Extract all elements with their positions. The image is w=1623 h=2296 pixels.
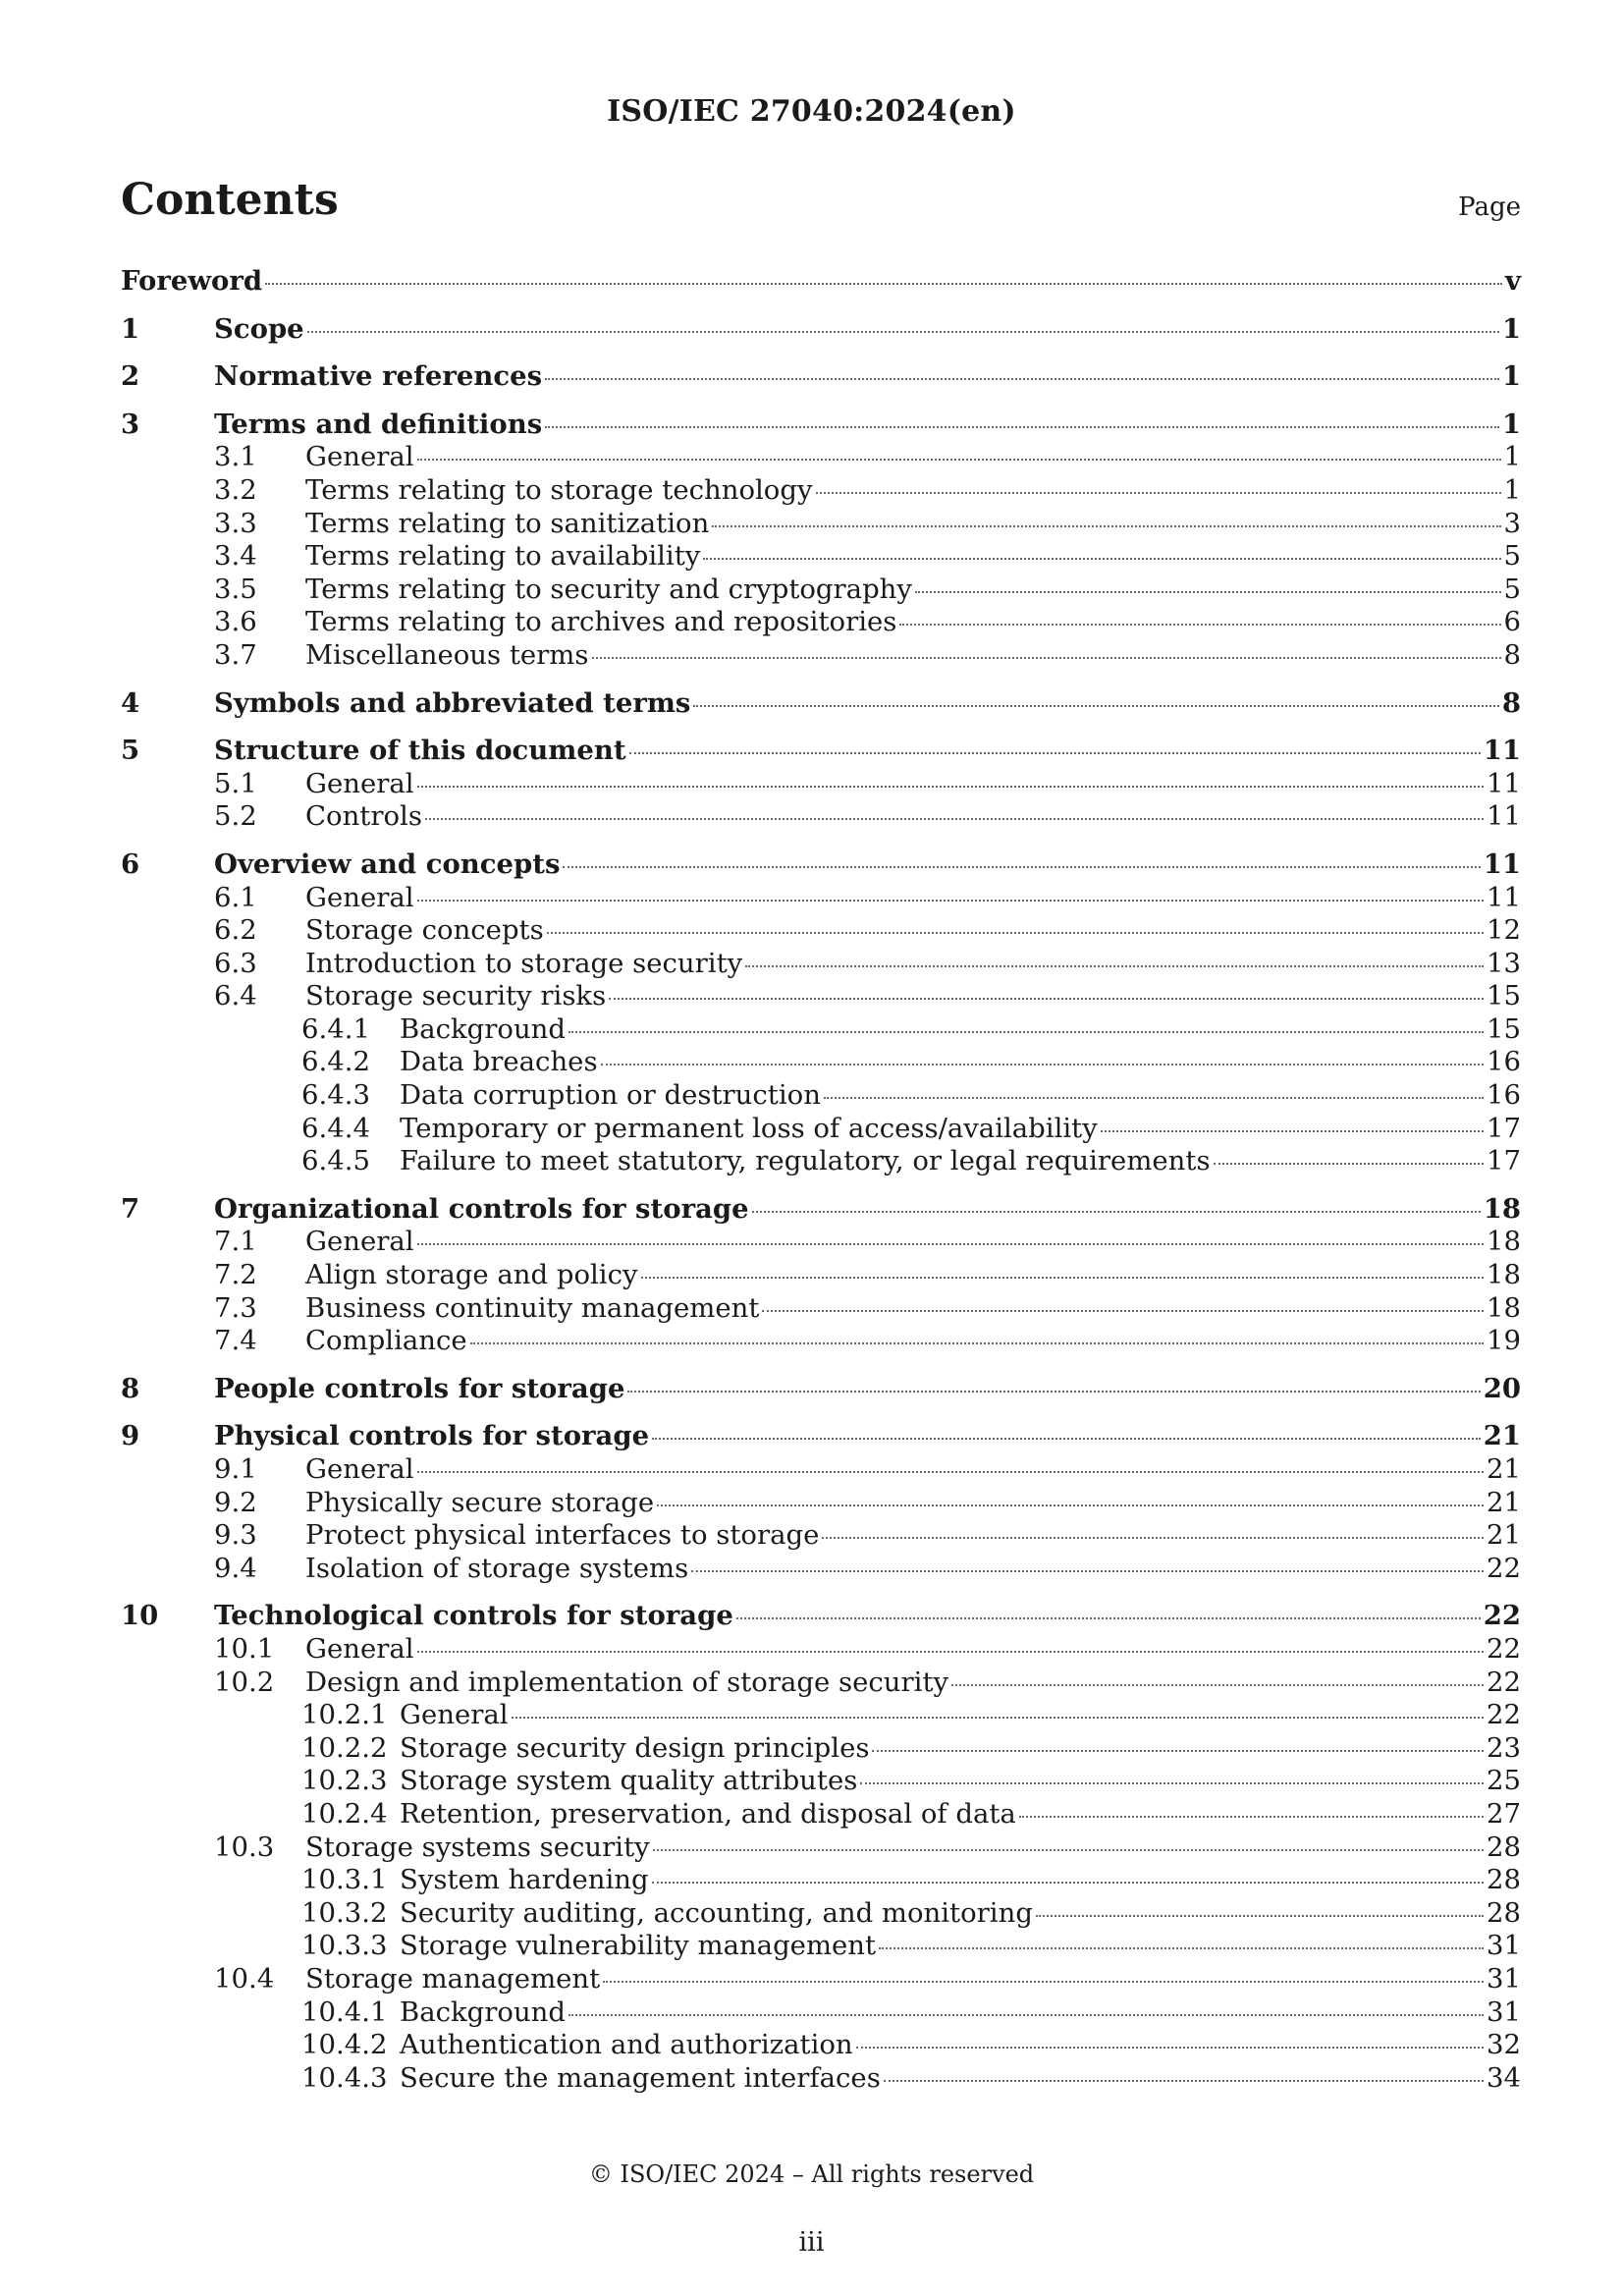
dot-leader xyxy=(712,525,1500,527)
dot-leader xyxy=(879,1947,1484,1949)
dot-leader xyxy=(470,1342,1484,1344)
toc-entry-number: 1 xyxy=(121,312,140,345)
toc-entry-number: 6.4.1 xyxy=(301,1012,370,1045)
toc-entry[interactable] xyxy=(121,1487,1521,1520)
toc-entry-number: 9 xyxy=(121,1420,140,1452)
dot-leader xyxy=(568,2014,1484,2016)
toc-entry[interactable] xyxy=(121,980,1521,1013)
toc-entry-page: 18 xyxy=(1487,1226,1521,1258)
toc-entry-page: 21 xyxy=(1487,1453,1521,1485)
toc-entry-title[interactable]: Data corruption or destruction xyxy=(400,1079,821,1112)
toc-entry-title[interactable]: General xyxy=(305,1453,414,1485)
dot-leader xyxy=(1214,1163,1484,1165)
toc-entry-title[interactable]: People controls for storage xyxy=(214,1372,625,1404)
toc-entry-number: 3.4 xyxy=(214,540,257,573)
toc-entry-page: 18 xyxy=(1487,1291,1521,1324)
copyright-notice: © ISO/IEC 2024 – All rights reserved xyxy=(588,2160,1035,2188)
dot-leader xyxy=(545,378,1499,380)
toc-entry[interactable] xyxy=(121,1864,1521,1897)
dot-leader xyxy=(417,1471,1484,1473)
toc-entry-title[interactable]: Terms relating to storage technology xyxy=(305,473,813,506)
toc-entry-title[interactable]: Design and implementation of storage security xyxy=(305,1666,949,1698)
toc-entry[interactable] xyxy=(121,1831,1521,1865)
toc-entry[interactable] xyxy=(121,474,1521,508)
toc-entry[interactable] xyxy=(121,800,1521,834)
dot-leader xyxy=(568,1031,1484,1033)
toc-entry-number: 7.4 xyxy=(214,1325,257,1357)
toc-entry[interactable] xyxy=(121,1765,1521,1798)
toc-entry-page: 31 xyxy=(1487,1930,1521,1962)
toc-entry-page: 27 xyxy=(1487,1797,1521,1830)
toc-entry-title[interactable]: Temporary or permanent loss of access/availability xyxy=(400,1112,1098,1144)
toc-entry[interactable] xyxy=(121,882,1521,915)
toc-entry-number: 6.4.4 xyxy=(301,1112,370,1144)
toc-entry[interactable] xyxy=(121,1732,1521,1766)
toc-entry-page: 25 xyxy=(1487,1765,1521,1797)
toc-entry-page: 21 xyxy=(1487,1519,1521,1552)
dot-leader xyxy=(822,1537,1484,1539)
toc-entry-page: 5 xyxy=(1503,573,1521,605)
toc-entry[interactable] xyxy=(121,1930,1521,1963)
toc-entry-number: 10.2.1 xyxy=(301,1699,388,1731)
dot-leader xyxy=(703,558,1500,560)
toc-entry[interactable] xyxy=(121,948,1521,981)
toc-entry-title[interactable]: Terms and definitions xyxy=(214,408,543,440)
page-column-label: Page xyxy=(1458,192,1521,222)
toc-entry[interactable] xyxy=(121,1600,1521,1633)
toc-entry-page: 11 xyxy=(1487,881,1521,913)
page-title: Contents xyxy=(121,175,339,225)
toc-entry-page: 15 xyxy=(1487,980,1521,1012)
toc-entry-page: 11 xyxy=(1483,847,1521,880)
toc-entry-number: 7.2 xyxy=(214,1259,257,1291)
toc-entry-page: 11 xyxy=(1487,800,1521,833)
dot-leader xyxy=(1036,1915,1484,1917)
toc-entry[interactable] xyxy=(121,1798,1521,1831)
toc-entry-number: 10.4.2 xyxy=(301,2029,388,2061)
toc-entry[interactable] xyxy=(121,914,1521,948)
toc-entry[interactable] xyxy=(121,540,1521,574)
toc-entry-title[interactable]: Business continuity management xyxy=(305,1291,760,1324)
toc-entry-page: 28 xyxy=(1487,1831,1521,1863)
toc-entry[interactable] xyxy=(121,639,1521,673)
toc-entry[interactable] xyxy=(121,508,1521,541)
toc-entry-title[interactable]: Authentication and authorization xyxy=(400,2029,853,2061)
toc-entry[interactable] xyxy=(121,1325,1521,1358)
toc-entry-title[interactable]: Align storage and policy xyxy=(305,1259,638,1291)
toc-entry-title[interactable]: Scope xyxy=(214,312,304,345)
toc-entry[interactable] xyxy=(121,735,1521,768)
toc-entry-number: 5.2 xyxy=(214,800,257,833)
dot-leader xyxy=(417,1651,1484,1653)
toc-entry-title[interactable]: Miscellaneous terms xyxy=(305,638,589,671)
toc-entry-number: 3.2 xyxy=(214,473,257,506)
toc-entry[interactable] xyxy=(121,441,1521,474)
toc-entry-page: 32 xyxy=(1487,2029,1521,2061)
toc-entry-number: 6.4.2 xyxy=(301,1046,370,1078)
toc-entry-page: 16 xyxy=(1487,1046,1521,1078)
dot-leader xyxy=(653,1849,1484,1851)
toc-entry-page: 28 xyxy=(1487,1896,1521,1929)
toc-entry-number: 10.4.1 xyxy=(301,1995,388,2028)
toc-entry-title[interactable]: Terms relating to sanitization xyxy=(305,507,710,539)
toc-entry-title[interactable]: Physical controls for storage xyxy=(214,1420,650,1452)
dot-leader xyxy=(609,998,1484,1000)
toc-entry[interactable] xyxy=(121,574,1521,607)
dot-leader xyxy=(1019,1816,1484,1818)
toc-entry-title[interactable]: Introduction to storage security xyxy=(305,947,743,979)
toc-entry[interactable] xyxy=(121,360,1521,394)
dot-leader xyxy=(824,1097,1484,1099)
toc-entry-title[interactable]: Storage management xyxy=(305,1962,601,1995)
toc-entry-number: 6.4.5 xyxy=(301,1145,370,1177)
toc-entry-page: 22 xyxy=(1487,1552,1521,1584)
dot-leader xyxy=(657,1504,1484,1506)
toc-entry-title[interactable]: Structure of this document xyxy=(214,735,626,767)
toc-entry-page: 21 xyxy=(1483,1420,1521,1452)
toc-entry-number: 10.2.4 xyxy=(301,1797,388,1830)
dot-leader xyxy=(629,752,1481,754)
dot-leader xyxy=(652,1882,1484,1884)
toc-entry[interactable] xyxy=(121,1453,1521,1487)
toc-entry[interactable] xyxy=(121,1079,1521,1113)
toc-entry-number: 10 xyxy=(121,1600,159,1632)
toc-entry[interactable] xyxy=(121,1699,1521,1732)
toc-entry-number: 10.1 xyxy=(214,1632,275,1665)
toc-entry-number: 6.4.3 xyxy=(301,1079,370,1112)
toc-entry-number: 7.1 xyxy=(214,1226,257,1258)
toc-entry-title[interactable]: Terms relating to security and cryptography xyxy=(305,573,912,605)
dot-leader xyxy=(547,932,1484,934)
dot-leader xyxy=(872,1750,1484,1752)
toc-entry-title[interactable]: Protect physical interfaces to storage xyxy=(305,1519,820,1552)
toc-entry[interactable] xyxy=(121,1373,1521,1406)
dot-leader xyxy=(856,2047,1484,2049)
toc-entry-title[interactable]: Overview and concepts xyxy=(214,847,561,880)
toc-entry-title[interactable]: Symbols and abbreviated terms xyxy=(214,686,691,719)
document-header: ISO/IEC 27040:2024(en) xyxy=(607,94,1016,129)
toc-entry-page: 22 xyxy=(1487,1632,1521,1665)
toc-entry-title[interactable]: Background xyxy=(400,1012,567,1045)
toc-entry[interactable] xyxy=(121,1113,1521,1146)
dot-leader xyxy=(417,786,1484,788)
toc-entry-number: 10.2 xyxy=(214,1666,275,1698)
toc-entry-page: 1 xyxy=(1501,408,1521,440)
toc-entry-number: 10.2.3 xyxy=(301,1765,388,1797)
dot-leader xyxy=(816,492,1501,494)
dot-leader xyxy=(417,459,1501,461)
toc-entry[interactable] xyxy=(121,606,1521,639)
toc-entry[interactable] xyxy=(121,1519,1521,1553)
dot-leader xyxy=(652,1438,1481,1440)
toc-entry-title[interactable]: Data breaches xyxy=(400,1046,598,1078)
toc-entry-title[interactable]: Retention, preservation, and disposal of data xyxy=(400,1797,1016,1830)
dot-leader xyxy=(563,866,1480,868)
toc-entry[interactable] xyxy=(121,1420,1521,1453)
dot-leader xyxy=(762,1310,1484,1312)
toc-entry-title[interactable]: General xyxy=(400,1699,509,1731)
toc-entry[interactable] xyxy=(121,1633,1521,1667)
toc-entry[interactable] xyxy=(121,409,1521,442)
dot-leader xyxy=(265,283,1502,285)
dot-leader xyxy=(899,624,1500,626)
toc-entry[interactable] xyxy=(121,1996,1521,2030)
toc-entry-title[interactable]: Storage concepts xyxy=(305,914,544,947)
toc-entry[interactable] xyxy=(121,1226,1521,1259)
toc-entry[interactable] xyxy=(121,848,1521,882)
toc-entry-title[interactable]: Controls xyxy=(305,800,422,833)
toc-entry[interactable] xyxy=(121,1193,1521,1227)
toc-entry-number: 7.3 xyxy=(214,1291,257,1324)
toc-entry-title[interactable]: Secure the management interfaces xyxy=(400,2061,881,2094)
toc-entry-page: 28 xyxy=(1487,1864,1521,1896)
toc-entry-page: 31 xyxy=(1487,1995,1521,2028)
toc-entry-title[interactable]: Organizational controls for storage xyxy=(214,1192,749,1225)
dot-leader xyxy=(545,426,1499,428)
dot-leader xyxy=(1101,1130,1484,1132)
toc-entry-title[interactable]: General xyxy=(305,1226,414,1258)
toc-entry-page: 20 xyxy=(1483,1372,1521,1404)
toc-entry-page: 17 xyxy=(1487,1145,1521,1177)
toc-entry-page: 11 xyxy=(1487,767,1521,799)
toc-entry-number: 6 xyxy=(121,847,140,880)
toc-entry[interactable] xyxy=(121,313,1521,347)
toc-entry-title[interactable]: Physically secure storage xyxy=(305,1486,655,1518)
toc-entry-title[interactable]: Storage systems security xyxy=(305,1831,650,1863)
toc-entry[interactable] xyxy=(121,1013,1521,1047)
toc-entry-page: 17 xyxy=(1487,1112,1521,1144)
toc-entry-title[interactable]: Terms relating to availability xyxy=(305,540,701,573)
toc-entry[interactable] xyxy=(121,768,1521,801)
toc-entry-page: 5 xyxy=(1503,540,1521,573)
toc-entry-page: 22 xyxy=(1487,1699,1521,1731)
dot-leader xyxy=(752,1211,1481,1213)
toc-entry-number: 10.3.1 xyxy=(301,1864,388,1896)
toc-entry-page: v xyxy=(1505,265,1521,297)
dot-leader xyxy=(627,1391,1480,1393)
toc-entry-page: 31 xyxy=(1487,1962,1521,1995)
dot-leader xyxy=(603,1981,1484,1983)
dot-leader xyxy=(884,2080,1484,2082)
toc-entry-page: 21 xyxy=(1487,1486,1521,1518)
toc-entry-number: 3 xyxy=(121,408,140,440)
toc-entry-number: 3.6 xyxy=(214,606,257,638)
toc-entry-title[interactable]: Foreword xyxy=(121,265,263,297)
toc-entry[interactable] xyxy=(121,1046,1521,1079)
toc-entry-number: 3.1 xyxy=(214,441,257,473)
toc-entry-number: 9.4 xyxy=(214,1552,257,1584)
toc-entry-page: 8 xyxy=(1501,686,1521,719)
toc-entry-number: 6.3 xyxy=(214,947,257,979)
toc-entry[interactable] xyxy=(121,1145,1521,1178)
toc-entry-number: 3.5 xyxy=(214,573,257,605)
toc-entry-number: 6.1 xyxy=(214,881,257,913)
toc-entry-page: 34 xyxy=(1487,2061,1521,2094)
toc-entry-number: 6.2 xyxy=(214,914,257,947)
toc-entry[interactable] xyxy=(121,265,1521,299)
toc-entry-title[interactable]: Storage security design principles xyxy=(400,1731,870,1764)
toc-entry-number: 10.3.3 xyxy=(301,1930,388,1962)
dot-leader xyxy=(417,1243,1484,1245)
toc-entry[interactable] xyxy=(121,2029,1521,2062)
toc-entry-title[interactable]: Storage system quality attributes xyxy=(400,1765,858,1797)
toc-entry-number: 10.3 xyxy=(214,1831,275,1863)
toc-entry-number: 3.7 xyxy=(214,638,257,671)
toc-entry[interactable] xyxy=(121,687,1521,721)
toc-entry-number: 9.2 xyxy=(214,1486,257,1518)
toc-entry-page: 23 xyxy=(1487,1731,1521,1764)
toc-entry-number: 5 xyxy=(121,735,140,767)
toc-entry-page: 13 xyxy=(1487,947,1521,979)
toc-entry-title[interactable]: General xyxy=(305,441,414,473)
toc-entry[interactable] xyxy=(121,1553,1521,1586)
toc-entry-title[interactable]: Isolation of storage systems xyxy=(305,1552,689,1584)
toc-entry-title[interactable]: System hardening xyxy=(400,1864,649,1896)
dot-leader xyxy=(307,331,1499,333)
toc-entry-title[interactable]: Background xyxy=(400,1995,567,2028)
toc-entry-page: 11 xyxy=(1483,735,1521,767)
toc-entry-number: 10.4 xyxy=(214,1962,275,1995)
dot-leader xyxy=(691,1570,1484,1572)
dot-leader xyxy=(736,1617,1481,1619)
toc-entry[interactable] xyxy=(121,1667,1521,1700)
dot-leader xyxy=(915,591,1501,593)
toc-entry-number: 10.3.2 xyxy=(301,1896,388,1929)
toc-entry-page: 8 xyxy=(1503,638,1521,671)
toc-entry-number: 7 xyxy=(121,1192,140,1225)
toc-entry-number: 9.3 xyxy=(214,1519,257,1552)
toc-entry-number: 6.4 xyxy=(214,980,257,1012)
toc-entry-title[interactable]: Normative references xyxy=(214,360,543,393)
toc-entry-page: 18 xyxy=(1483,1192,1521,1225)
toc-entry[interactable] xyxy=(121,1963,1521,1996)
toc-entry-number: 5.1 xyxy=(214,767,257,799)
toc-entry-number: 9.1 xyxy=(214,1453,257,1485)
toc-entry-page: 15 xyxy=(1487,1012,1521,1045)
toc-entry-title[interactable]: General xyxy=(305,767,414,799)
toc-entry-number: 10.4.3 xyxy=(301,2061,388,2094)
toc-entry-page: 1 xyxy=(1503,473,1521,506)
toc-entry-page: 3 xyxy=(1503,507,1521,539)
dot-leader xyxy=(860,1782,1484,1784)
toc-entry-title[interactable]: Failure to meet statutory, regulatory, or legal requirements xyxy=(400,1145,1211,1177)
toc-entry-page: 22 xyxy=(1483,1600,1521,1632)
page-number: iii xyxy=(798,2227,825,2258)
toc-entry-page: 16 xyxy=(1487,1079,1521,1112)
dot-leader xyxy=(601,1064,1484,1066)
table-of-contents xyxy=(121,265,1521,2095)
dot-leader xyxy=(512,1717,1484,1719)
toc-entry-page: 1 xyxy=(1501,360,1521,393)
dot-leader xyxy=(745,965,1484,967)
toc-entry-title[interactable]: Technological controls for storage xyxy=(214,1600,733,1632)
toc-entry-title[interactable]: Compliance xyxy=(305,1325,467,1357)
toc-entry-page: 19 xyxy=(1487,1325,1521,1357)
toc-entry-number: 3.3 xyxy=(214,507,257,539)
dot-leader xyxy=(417,900,1484,902)
toc-entry-title[interactable]: General xyxy=(305,1632,414,1665)
toc-entry-page: 22 xyxy=(1487,1666,1521,1698)
toc-entry[interactable] xyxy=(121,2062,1521,2096)
dot-leader xyxy=(425,818,1484,820)
toc-entry-page: 12 xyxy=(1487,914,1521,947)
toc-entry-page: 1 xyxy=(1503,441,1521,473)
toc-entry[interactable] xyxy=(121,1259,1521,1292)
toc-entry-title[interactable]: Terms relating to archives and repositories xyxy=(305,606,897,638)
dot-leader xyxy=(641,1277,1484,1279)
toc-entry-page: 6 xyxy=(1503,606,1521,638)
toc-entry-page: 1 xyxy=(1501,312,1521,345)
toc-entry[interactable] xyxy=(121,1897,1521,1931)
toc-entry-page: 18 xyxy=(1487,1259,1521,1291)
toc-entry-number: 10.2.2 xyxy=(301,1731,388,1764)
dot-leader xyxy=(693,705,1498,707)
toc-entry-number: 2 xyxy=(121,360,140,393)
dot-leader xyxy=(592,657,1501,659)
toc-entry-number: 4 xyxy=(121,686,140,719)
toc-entry-title[interactable]: Security auditing, accounting, and monitoring xyxy=(400,1896,1033,1929)
toc-entry-title[interactable]: Storage security risks xyxy=(305,980,607,1012)
toc-entry-title[interactable]: Storage vulnerability management xyxy=(400,1930,877,1962)
dot-leader xyxy=(951,1684,1484,1686)
toc-entry-title[interactable]: General xyxy=(305,881,414,913)
toc-entry-number: 8 xyxy=(121,1372,140,1404)
toc-entry[interactable] xyxy=(121,1292,1521,1326)
